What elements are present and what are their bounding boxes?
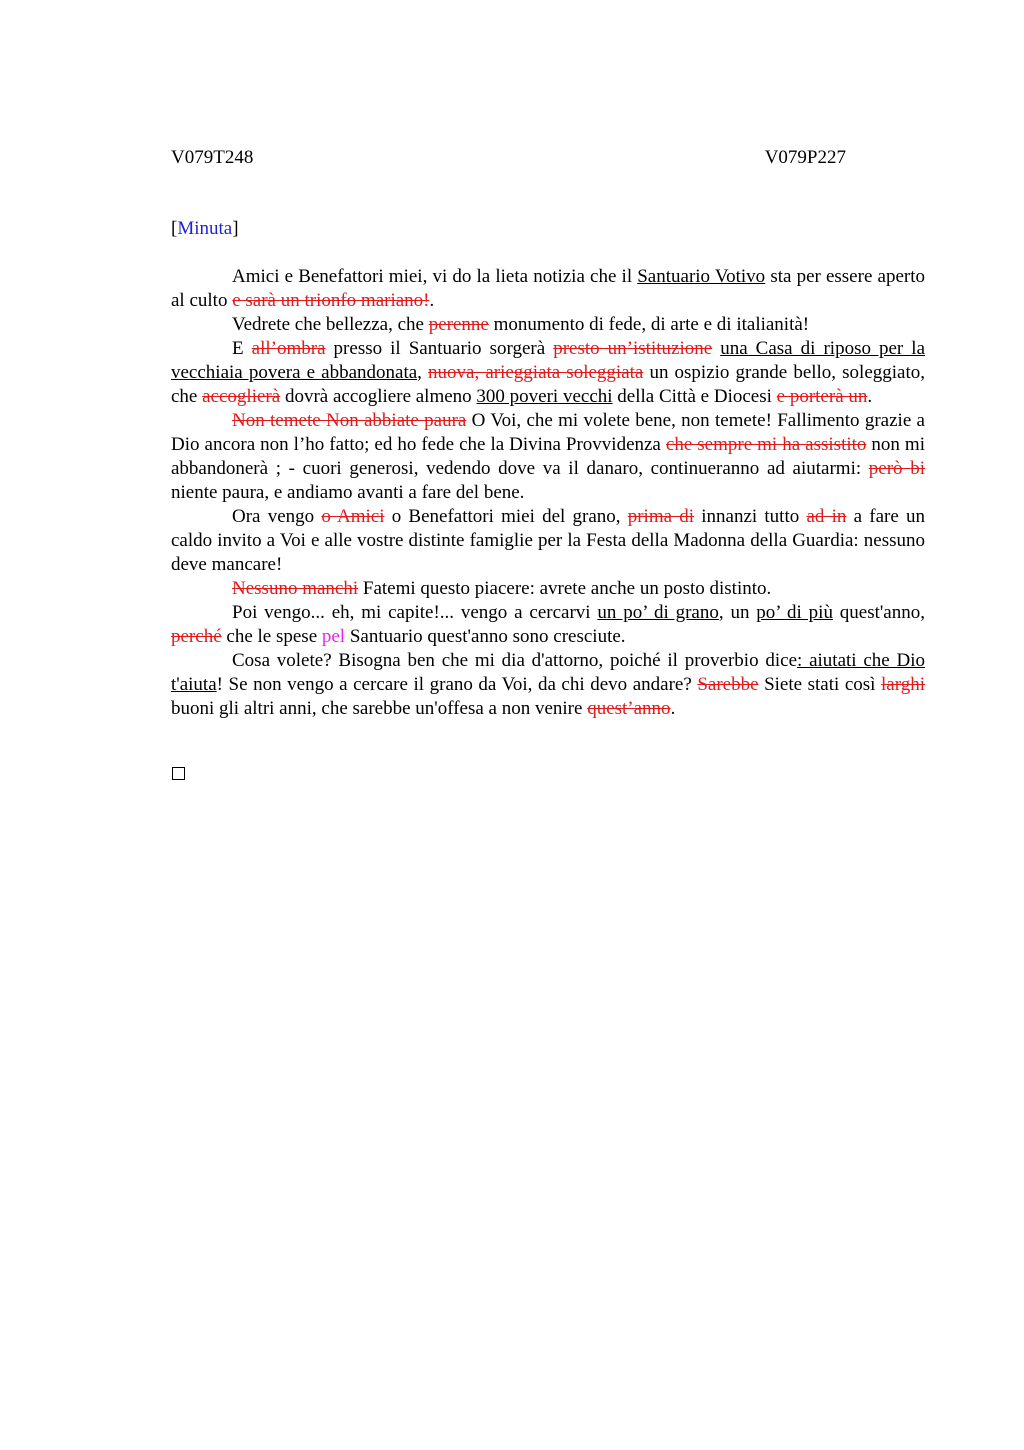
deleted-text: e sarà un trionfo mariano!	[232, 290, 430, 311]
text-run	[712, 338, 720, 359]
text-run: Siete stati così	[758, 674, 882, 695]
text-run: ! Se non vengo a cercare il grano da Voi, da chi devo andare?	[216, 674, 698, 695]
label-bracket-close: ]	[232, 218, 239, 239]
paragraph-6	[171, 577, 925, 601]
deleted-text: all’ombra	[251, 338, 326, 359]
underlined-text: Santuario Votivo	[637, 266, 766, 287]
text-run: a fare un caldo invito a Voi e alle vostre distinte famiglie per la Festa della Madonna della Guardia: nessuno deve mancare!	[171, 506, 925, 575]
deleted-text: Nessuno manchi	[232, 578, 359, 599]
text-run: .	[867, 386, 873, 407]
square-outline-icon	[172, 767, 185, 780]
paragraph-7	[171, 601, 925, 649]
document-code-right: V079P227	[764, 147, 846, 168]
paragraph-2	[171, 313, 925, 337]
text-run: O Voi, che mi volete bene, non temete! Fallimento grazie a Dio ancora non l’ho fatto; ed ho fede che la Divina Provvidenza	[171, 410, 925, 455]
text-run: ,	[417, 362, 429, 383]
text-run: un ospizio grande bello, soleggiato, che	[171, 362, 926, 407]
text-run: non mi abbandonerà ; - cuori generosi, vedendo dove va il danaro, continueranno ad aiutarmi:	[171, 434, 925, 479]
text-run: Poi vengo... eh, mi capite!... vengo a cercarvi	[232, 602, 598, 623]
label-minuta: Minuta	[177, 218, 233, 239]
text-run: , un	[718, 602, 757, 623]
deleted-text: Sarebbe	[697, 674, 759, 695]
text-run: E	[232, 338, 252, 359]
text-run: Fatemi questo piacere: avrete anche un posto distinto.	[358, 578, 772, 599]
deleted-text: ad in	[806, 506, 847, 527]
paragraph-8	[171, 649, 925, 721]
text-run: niente paura, e andiamo avanti a fare del bene.	[171, 482, 525, 503]
deleted-text: prima di	[627, 506, 695, 527]
text-run: innanzi tutto	[694, 506, 807, 527]
text-run: sta per essere aperto al culto	[171, 266, 925, 311]
paragraph-3	[171, 337, 925, 409]
text-run: Cosa volete? Bisogna ben che mi dia d'attorno, poiché il proverbio dice	[232, 650, 798, 671]
document-code-left: V079T248	[171, 147, 254, 168]
text-run: .	[670, 698, 676, 719]
text-run: quest'anno,	[832, 602, 925, 623]
deleted-text: larghi	[881, 674, 926, 695]
deleted-text: però bi	[868, 458, 925, 479]
text-run: dovrà accogliere almeno	[280, 386, 477, 407]
letter-body	[171, 265, 925, 721]
paragraph-4	[171, 409, 925, 505]
underlined-text: una Casa di riposo per la vecchiaia povera e abbandonata	[171, 338, 926, 383]
underlined-text: 300 poveri vecchi	[476, 386, 613, 407]
deleted-text: presto un’istituzione	[553, 338, 713, 359]
text-run: presso il Santuario sorgerà	[325, 338, 554, 359]
deleted-text: che sempre mi ha assistito	[665, 434, 867, 455]
deleted-text: nuova, arieggiata soleggiata	[428, 362, 644, 383]
text-run: buoni gli altri anni, che sarebbe un'offesa a non venire	[171, 698, 588, 719]
text-run: Santuario quest'anno sono cresciute.	[345, 626, 626, 647]
text-run: monumento di fede, di arte e di italianità!	[488, 314, 810, 335]
document-label	[171, 217, 239, 241]
deleted-text: quest’anno	[587, 698, 671, 719]
deleted-text: Non temete Non abbiate paura	[232, 410, 467, 431]
text-run: della Città e Diocesi	[612, 386, 777, 407]
text-run: .	[429, 290, 435, 311]
deleted-text: e porterà un	[776, 386, 868, 407]
deleted-text: perenne	[428, 314, 489, 335]
underlined-text: un po’ di grano	[597, 602, 719, 623]
text-run: che le spese	[221, 626, 322, 647]
deleted-text: o Amici	[321, 506, 385, 527]
text-run: Amici e Benefattori miei, vi do la lieta notizia che il	[232, 266, 638, 287]
text-run: o Benefattori miei del grano,	[384, 506, 628, 527]
underlined-text: : aiutati che Dio t'aiuta	[171, 650, 925, 695]
highlighted-text: pel	[321, 626, 346, 647]
paragraph-5	[171, 505, 925, 577]
deleted-text: accoglierà	[202, 386, 281, 407]
text-run: Vedrete che bellezza, che	[232, 314, 429, 335]
underlined-text: po’ di più	[756, 602, 833, 623]
text-run: Ora vengo	[232, 506, 322, 527]
deleted-text: perché	[171, 626, 222, 647]
paragraph-1	[171, 265, 925, 313]
label-bracket-open: [	[171, 218, 178, 239]
